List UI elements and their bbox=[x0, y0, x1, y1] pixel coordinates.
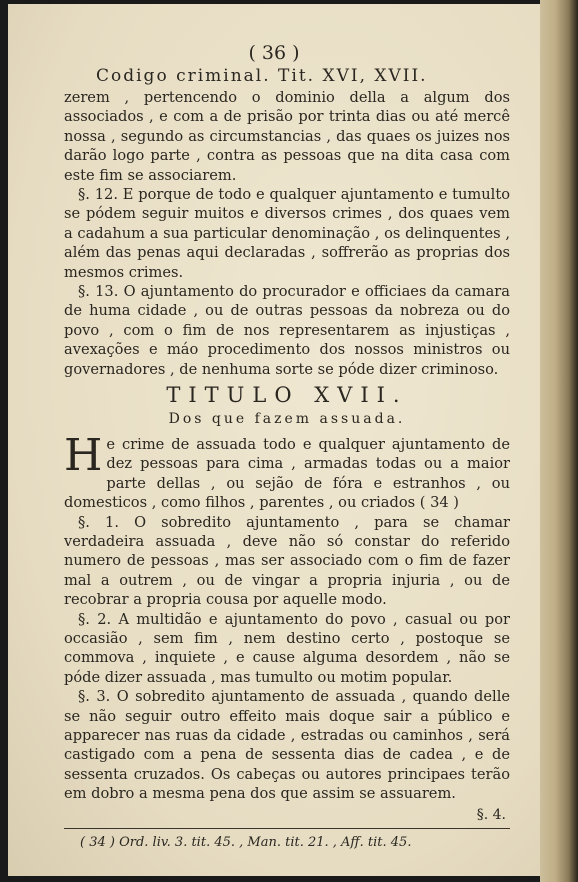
first-paragraph-text: e crime de assuada todo e qualquer ajuntamento de dez pessoas para cima , armadas todas ou a maior parte dellas , ou sejão de fóra e estranhos , ou domesticos , como filhos , parentes , ou criados ( 34 ) bbox=[64, 435, 510, 512]
paragraph-section-2: §. 2. A multidão e ajuntamento do povo , casual ou por occasião , sem fim , nem destino certo , postoque se commova , inquiete , e cause alguma desordem , não se póde dizer assuada , mas tumulto ou motim popular. bbox=[64, 610, 510, 686]
title-heading: TITULO XVII. bbox=[166, 383, 408, 408]
page-number: ( 36 ) bbox=[248, 42, 300, 64]
book-spine bbox=[540, 0, 578, 882]
drop-cap: H bbox=[64, 429, 103, 481]
footnote-rule bbox=[64, 828, 510, 829]
subtitle-heading: Dos que fazem assuada. bbox=[168, 410, 406, 427]
catchword: §. 4. bbox=[476, 806, 506, 823]
footnote: ( 34 ) Ord. liv. 3. tit. 45. , Man. tit. 21. , Aff. tit. 45. bbox=[80, 835, 412, 851]
running-head: Codigo criminal. Tit. XVI, XVII. bbox=[96, 66, 428, 86]
paragraph-section-12: §. 12. E porque de todo e qualquer ajuntamento e tumulto se pódem seguir muitos e diversos crimes , dos quaes vem a cadahum a sua particular denominação , os delinquentes , além das penas aqui declaradas , soffrerão as proprias dos mesmos crimes. bbox=[64, 186, 510, 281]
paragraph-continued: zerem , pertencendo o dominio della a algum dos associados , e com a de prisão por trinta dias ou até mercê nossa , segundo as circumstancias , das quaes os juizes nos darão logo parte , contra as pessoas que na dita casa com este fim se associarem. bbox=[64, 89, 510, 184]
paragraph-section-3: §. 3. O sobredito ajuntamento de assuada , quando delle se não seguir outro effeito mais doque sair a público e apparecer nas ruas da cidade , estradas ou caminhos , será castigado com a pena de sessenta dias de cadea , e de sessenta cruzados. Os cabeças ou autores principaes terão em dobro a mesma pena dos que assim se assuarem. bbox=[64, 688, 510, 803]
paragraph-section-1: §. 1. O sobredito ajuntamento , para se chamar verdadeira assuada , deve não só constar do referido numero de pessoas , mas ser associado com o fim de fazer mal a outrem , ou de vingar a propria injuria , ou de recobrar a propria cousa por aquelle modo. bbox=[64, 513, 510, 609]
paragraph-section-13: §. 13. O ajuntamento do procurador e officiaes da camara de huma cidade , ou de outras pessoas da nobreza ou do povo , com o fim de nos representarem as injustiças , avexações e máo procedimento dos nossos ministros ou governadores , de nenhuma sorte se póde dizer criminoso. bbox=[64, 283, 510, 378]
page-body bbox=[64, 88, 510, 852]
book-page bbox=[8, 4, 540, 876]
first-paragraph bbox=[64, 429, 510, 513]
